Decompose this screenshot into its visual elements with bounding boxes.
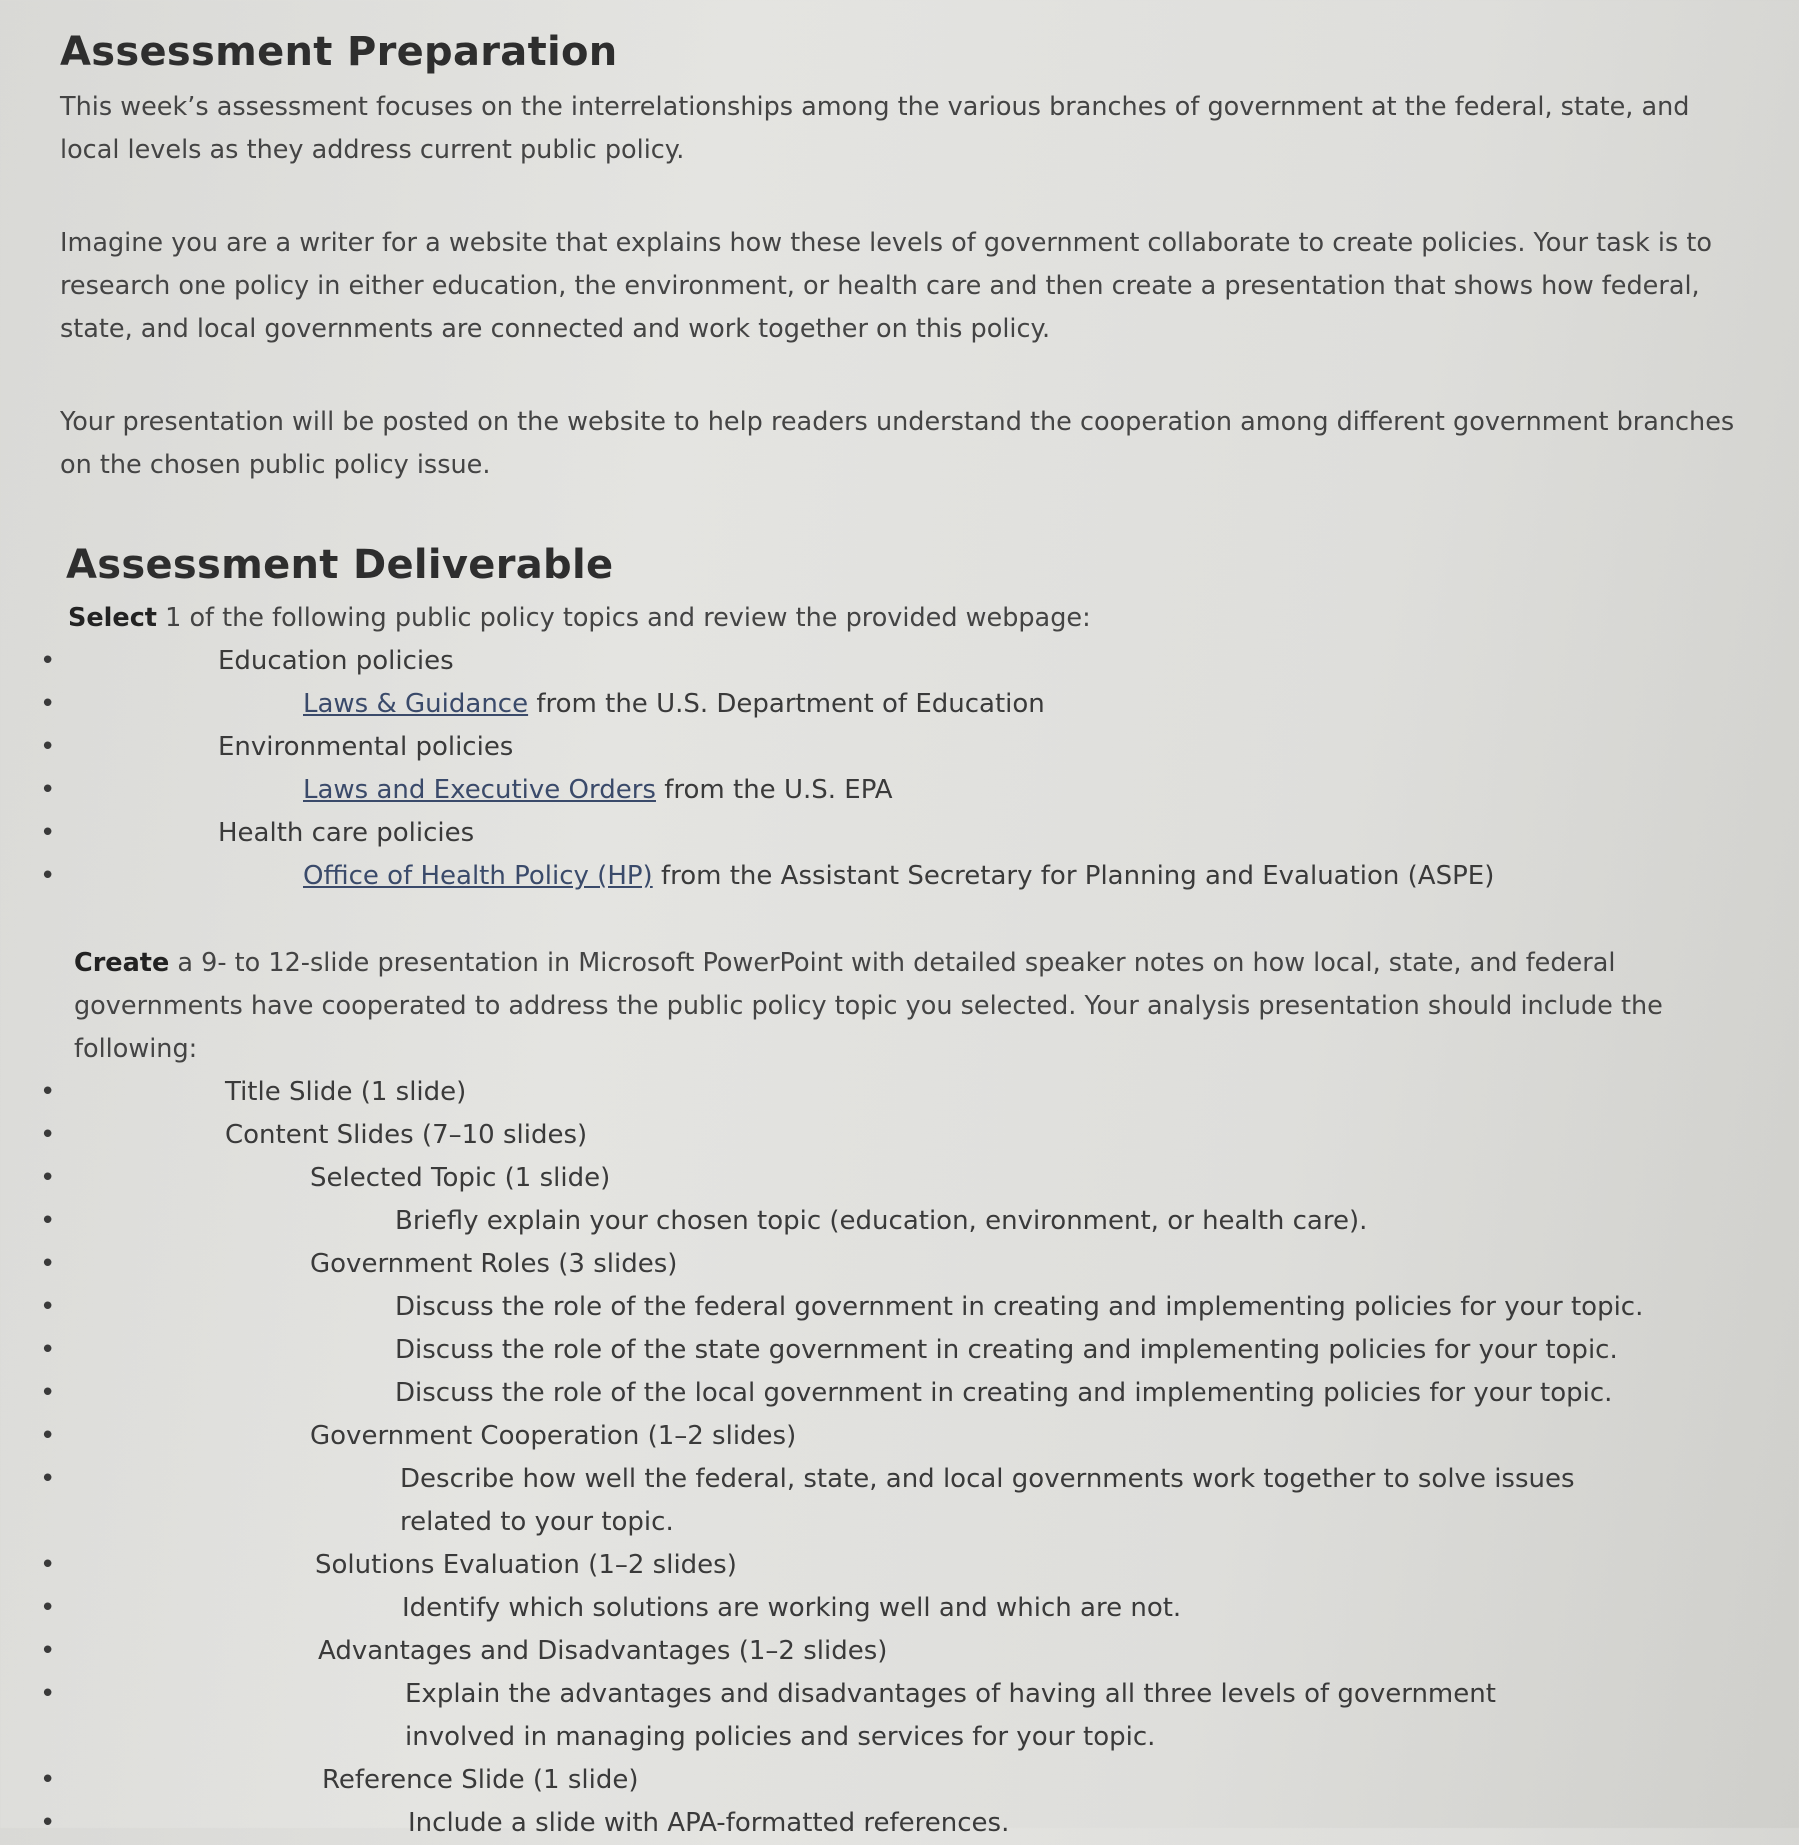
reference-slide-item: • Reference Slide (1 slide) <box>60 1759 1759 1802</box>
government-cooperation-item: • Government Cooperation (1–2 slides) <box>60 1415 1759 1458</box>
assessment-preparation-section <box>60 24 1759 487</box>
topic-environment: • Environmental policies <box>60 726 1759 769</box>
content-slides-item: • Content Slides (7–10 slides) <box>60 1114 1759 1157</box>
solutions-evaluation-detail: • Identify which solutions are working well and which are not. <box>60 1587 1759 1630</box>
preparation-paragraph-3: Your presentation will be posted on the website to help readers understand the cooperation among different government branches on the chosen public policy issue. <box>60 407 1735 480</box>
resource-source: from the Assistant Secretary for Planning and Evaluation (ASPE) <box>652 861 1495 891</box>
solutions-evaluation-item: • Solutions Evaluation (1–2 slides) <box>60 1544 1759 1587</box>
resource-source: from the U.S. Department of Education <box>528 689 1045 719</box>
topic-health-care-resource <box>60 855 1759 898</box>
select-text: 1 of the following public policy topics and review the provided webpage: <box>157 603 1091 633</box>
assessment-preparation-heading: Assessment Preparation <box>60 29 618 75</box>
selected-topic-item: • Selected Topic (1 slide) <box>60 1157 1759 1200</box>
title-slide-item: • Title Slide (1 slide) <box>60 1071 1759 1114</box>
advantages-disadvantages-detail: • Explain the advantages and disadvantages of having all three levels of government involved in managing policies and services for your topic. <box>60 1673 1759 1759</box>
laws-executive-orders-link[interactable]: Laws and Executive Orders <box>303 775 656 805</box>
policy-topic-list <box>60 640 1759 898</box>
presentation-outline-list <box>60 1071 1759 1845</box>
assessment-deliverable-heading: Assessment Deliverable <box>66 542 614 588</box>
office-of-health-policy-link[interactable]: Office of Health Policy (HP) <box>303 861 653 891</box>
state-role-detail: • Discuss the role of the state government in creating and implementing policies for your topic. <box>60 1329 1759 1372</box>
create-bold: Create <box>74 948 170 978</box>
assessment-deliverable-section <box>60 537 1759 1845</box>
select-bold: Select <box>68 603 158 633</box>
create-text: a 9- to 12-slide presentation in Microsoft PowerPoint with detailed speaker notes on how local, state, and federal governments have cooperated to address the public policy topic you selected. Your analysis presentation should include the following: <box>74 948 1663 1064</box>
government-roles-item: • Government Roles (3 slides) <box>60 1243 1759 1286</box>
selected-topic-detail: • Briefly explain your chosen topic (education, environment, or health care). <box>60 1200 1759 1243</box>
local-role-detail: • Discuss the role of the local government in creating and implementing policies for your topic. <box>60 1372 1759 1415</box>
topic-education-resource <box>60 683 1759 726</box>
resource-source: from the U.S. EPA <box>655 775 893 805</box>
reference-slide-detail: • Include a slide with APA-formatted references. <box>60 1802 1759 1845</box>
preparation-paragraph-1: This week’s assessment focuses on the interrelationships among the various branches of government at the federal, state, and local levels as they address current public policy. <box>60 92 1690 165</box>
create-instruction <box>74 942 1759 1071</box>
preparation-paragraph-2: Imagine you are a writer for a website that explains how these levels of government collaborate to create policies. Your task is to research one policy in either education, the environment, or health care and then create a presentation that shows how federal, state, and local governments are connected and work together on this policy. <box>60 228 1712 344</box>
government-cooperation-detail: • Describe how well the federal, state, and local governments work together to solve issues related to your topic. <box>60 1458 1759 1544</box>
select-instruction <box>68 597 1759 640</box>
federal-role-detail: • Discuss the role of the federal government in creating and implementing policies for your topic. <box>60 1286 1759 1329</box>
topic-health-care: • Health care policies <box>60 812 1759 855</box>
topic-environment-resource <box>60 769 1759 812</box>
laws-guidance-link[interactable]: Laws & Guidance <box>303 689 529 719</box>
topic-education: • Education policies <box>60 640 1759 683</box>
advantages-disadvantages-item: • Advantages and Disadvantages (1–2 slides) <box>60 1630 1759 1673</box>
